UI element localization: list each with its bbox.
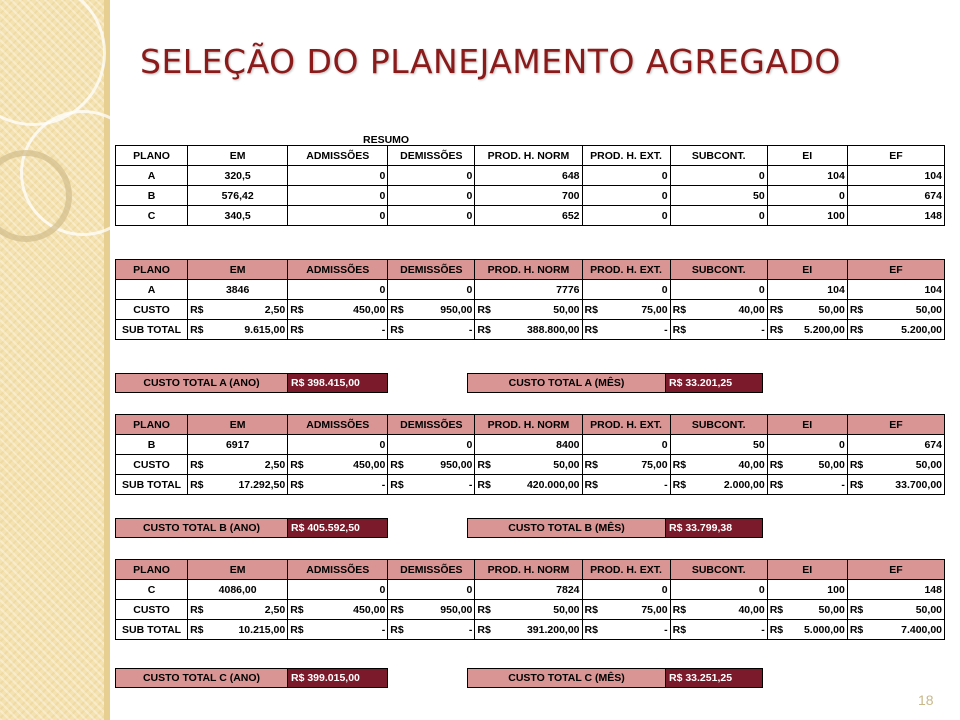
cost-cell <box>847 455 944 475</box>
annual-total-value: R$ 399.015,00 <box>288 669 388 688</box>
currency-symbol: R$ <box>584 303 598 316</box>
cost-cell <box>475 455 582 475</box>
subtotal-cell <box>767 475 847 495</box>
amount: 5.000,00 <box>803 623 845 636</box>
table-cell: 0 <box>582 166 670 186</box>
currency-symbol: R$ <box>584 478 598 491</box>
amount: 388.800,00 <box>526 323 580 336</box>
resumo-table <box>115 145 945 226</box>
custo-row <box>116 455 945 475</box>
currency-symbol: R$ <box>672 603 687 616</box>
subtotal-cell <box>670 620 767 640</box>
amount: 450,00 <box>353 458 386 471</box>
cost-cell <box>188 455 288 475</box>
table-cell: 0 <box>288 280 388 300</box>
totals-row <box>116 669 763 688</box>
table-cell: 0 <box>582 580 670 600</box>
currency-symbol: R$ <box>584 458 598 471</box>
subtotal-cell <box>767 320 847 340</box>
column-header: EM <box>188 415 288 435</box>
page-number: 18 <box>918 692 934 708</box>
table-cell: 674 <box>847 435 944 455</box>
amount: - <box>468 478 473 491</box>
cost-cell <box>388 600 475 620</box>
column-header: EF <box>847 146 944 166</box>
totals-row <box>116 374 763 393</box>
table-cell: 104 <box>767 280 847 300</box>
currency-symbol: R$ <box>477 458 491 471</box>
column-header: PROD. H. NORM <box>475 415 582 435</box>
amount: 50,00 <box>818 303 845 316</box>
table-cell: A <box>116 280 188 300</box>
table-cell: B <box>116 186 188 206</box>
subtotal-row <box>116 620 945 640</box>
currency-symbol: R$ <box>584 603 598 616</box>
table-cell: 0 <box>670 206 767 226</box>
currency-symbol: R$ <box>390 478 404 491</box>
cost-cell <box>847 600 944 620</box>
currency-symbol: R$ <box>672 478 687 491</box>
amount: 75,00 <box>641 303 668 316</box>
plan-row <box>116 280 945 300</box>
currency-symbol: R$ <box>769 303 784 316</box>
subtotal-cell <box>288 475 388 495</box>
subtotal-cell <box>582 475 670 495</box>
subtotal-cell <box>475 620 582 640</box>
amount: 50,00 <box>553 303 580 316</box>
row-label: SUB TOTAL <box>116 475 188 495</box>
spacer <box>388 519 468 538</box>
column-header: EM <box>188 146 288 166</box>
currency-symbol: R$ <box>290 323 304 336</box>
currency-symbol: R$ <box>190 478 204 491</box>
cost-cell <box>582 600 670 620</box>
column-header: SUBCONT. <box>670 260 767 280</box>
column-header: ADMISSÕES <box>288 415 388 435</box>
currency-symbol: R$ <box>390 623 404 636</box>
column-header: DEMISSÕES <box>388 415 475 435</box>
table-cell: 104 <box>847 280 944 300</box>
subtotal-cell <box>670 475 767 495</box>
table-row <box>116 166 945 186</box>
spacer <box>388 374 468 393</box>
subtotal-cell <box>288 320 388 340</box>
annual-total-label: CUSTO TOTAL A (ANO) <box>116 374 288 393</box>
amount: 50,00 <box>915 603 942 616</box>
currency-symbol: R$ <box>769 458 784 471</box>
currency-symbol: R$ <box>477 603 491 616</box>
column-header: PROD. H. NORM <box>475 260 582 280</box>
subtotal-row <box>116 475 945 495</box>
currency-symbol: R$ <box>390 458 404 471</box>
subtotal-cell <box>670 320 767 340</box>
amount: 50,00 <box>915 303 942 316</box>
amount: 5.200,00 <box>901 323 942 336</box>
table-cell: 0 <box>767 186 847 206</box>
table-cell: 6917 <box>188 435 288 455</box>
table-cell: 576,42 <box>188 186 288 206</box>
amount: 391.200,00 <box>526 623 580 636</box>
subtotal-cell <box>475 320 582 340</box>
currency-symbol: R$ <box>769 603 784 616</box>
table-cell: A <box>116 166 188 186</box>
column-header: ADMISSÕES <box>288 260 388 280</box>
table-cell: 100 <box>767 206 847 226</box>
column-header: EF <box>847 560 944 580</box>
column-header: EF <box>847 260 944 280</box>
table-cell: 0 <box>388 206 475 226</box>
column-header: PLANO <box>116 146 188 166</box>
table-row <box>116 186 945 206</box>
table-cell: 0 <box>288 580 388 600</box>
cost-cell <box>767 300 847 320</box>
amount: - <box>468 323 473 336</box>
subtotal-cell <box>847 620 944 640</box>
amount: 50,00 <box>915 458 942 471</box>
amount: 2,50 <box>264 303 286 316</box>
plan-row <box>116 435 945 455</box>
column-header: EF <box>847 415 944 435</box>
table-cell: 50 <box>670 435 767 455</box>
amount: 950,00 <box>440 603 473 616</box>
cost-cell <box>670 300 767 320</box>
cost-cell <box>188 600 288 620</box>
annual-total-label: CUSTO TOTAL C (ANO) <box>116 669 288 688</box>
table-cell: 0 <box>288 166 388 186</box>
amount: 33.700,00 <box>895 478 942 491</box>
cost-cell <box>288 600 388 620</box>
subtotal-cell <box>847 320 944 340</box>
amount: - <box>381 623 386 636</box>
amount: 50,00 <box>818 458 845 471</box>
currency-symbol: R$ <box>477 478 491 491</box>
table-cell: 0 <box>388 280 475 300</box>
table-cell: 0 <box>288 206 388 226</box>
cost-cell <box>670 600 767 620</box>
monthly-total-value: R$ 33.201,25 <box>666 374 763 393</box>
cost-cell <box>288 455 388 475</box>
currency-symbol: R$ <box>290 458 304 471</box>
table-cell: 700 <box>475 186 582 206</box>
currency-symbol: R$ <box>190 603 204 616</box>
cost-cell <box>475 300 582 320</box>
currency-symbol: R$ <box>672 458 687 471</box>
amount: - <box>664 478 668 491</box>
currency-symbol: R$ <box>769 323 784 336</box>
subtotal-cell <box>847 475 944 495</box>
amount: - <box>664 323 668 336</box>
cost-cell <box>847 300 944 320</box>
currency-symbol: R$ <box>769 623 784 636</box>
cost-cell <box>582 455 670 475</box>
amount: - <box>761 323 765 336</box>
column-header: PLANO <box>116 560 188 580</box>
currency-symbol: R$ <box>390 323 404 336</box>
currency-symbol: R$ <box>290 623 304 636</box>
amount: 50,00 <box>818 603 845 616</box>
amount: 40,00 <box>738 303 765 316</box>
currency-symbol: R$ <box>769 478 784 491</box>
amount: 2,50 <box>264 603 286 616</box>
amount: 7.400,00 <box>901 623 942 636</box>
table-cell: 340,5 <box>188 206 288 226</box>
subtotal-cell <box>582 620 670 640</box>
currency-symbol: R$ <box>477 323 491 336</box>
column-header: PROD. H. EXT. <box>582 260 670 280</box>
row-label: CUSTO <box>116 300 188 320</box>
cost-cell <box>767 455 847 475</box>
table-cell: 0 <box>388 435 475 455</box>
currency-symbol: R$ <box>390 303 404 316</box>
table-cell: 104 <box>767 166 847 186</box>
cost-cell <box>288 300 388 320</box>
column-header: EI <box>767 146 847 166</box>
column-header: SUBCONT. <box>670 560 767 580</box>
monthly-total-label: CUSTO TOTAL A (MÊS) <box>468 374 666 393</box>
table-row <box>116 206 945 226</box>
column-header: DEMISSÕES <box>388 560 475 580</box>
currency-symbol: R$ <box>849 603 864 616</box>
amount: 75,00 <box>641 603 668 616</box>
column-header: PLANO <box>116 260 188 280</box>
amount: 10.215,00 <box>238 623 286 636</box>
plan-c-totals <box>115 668 763 688</box>
column-header: EM <box>188 260 288 280</box>
table-cell: 0 <box>388 166 475 186</box>
monthly-total-value: R$ 33.251,25 <box>666 669 763 688</box>
row-label: CUSTO <box>116 600 188 620</box>
currency-symbol: R$ <box>672 623 687 636</box>
currency-symbol: R$ <box>849 623 864 636</box>
currency-symbol: R$ <box>290 478 304 491</box>
custo-row <box>116 600 945 620</box>
table-cell: 4086,00 <box>188 580 288 600</box>
table-cell: 0 <box>388 186 475 206</box>
subtotal-cell <box>188 320 288 340</box>
column-header: PROD. H. EXT. <box>582 415 670 435</box>
currency-symbol: R$ <box>584 623 598 636</box>
amount: 2,50 <box>264 458 286 471</box>
amount: 9.615,00 <box>244 323 286 336</box>
header-row <box>116 560 945 580</box>
table-cell: 674 <box>847 186 944 206</box>
table-cell: 100 <box>767 580 847 600</box>
amount: 450,00 <box>353 603 386 616</box>
amount: 420.000,00 <box>526 478 580 491</box>
subtotal-cell <box>388 320 475 340</box>
table-cell: 0 <box>582 186 670 206</box>
currency-symbol: R$ <box>290 303 304 316</box>
cost-cell <box>670 455 767 475</box>
table-cell: 320,5 <box>188 166 288 186</box>
table-cell: 7824 <box>475 580 582 600</box>
plan-c-table <box>115 559 945 640</box>
subtotal-cell <box>388 475 475 495</box>
table-cell: 7776 <box>475 280 582 300</box>
amount: - <box>381 323 386 336</box>
column-header: EI <box>767 260 847 280</box>
amount: 50,00 <box>553 603 580 616</box>
cost-cell <box>582 300 670 320</box>
currency-symbol: R$ <box>672 323 687 336</box>
cost-cell <box>388 455 475 475</box>
table-cell: 0 <box>670 166 767 186</box>
currency-symbol: R$ <box>584 323 598 336</box>
plan-a-table <box>115 259 945 340</box>
column-header: SUBCONT. <box>670 415 767 435</box>
currency-symbol: R$ <box>849 478 864 491</box>
monthly-total-label: CUSTO TOTAL C (MÊS) <box>468 669 666 688</box>
amount: 40,00 <box>738 458 765 471</box>
amount: 2.000,00 <box>723 478 765 491</box>
column-header: EI <box>767 415 847 435</box>
currency-symbol: R$ <box>672 303 687 316</box>
currency-symbol: R$ <box>290 603 304 616</box>
table-cell: 0 <box>582 435 670 455</box>
column-header: PLANO <box>116 415 188 435</box>
column-header: ADMISSÕES <box>288 146 388 166</box>
table-cell: 0 <box>582 206 670 226</box>
subtotal-cell <box>288 620 388 640</box>
plan-b-table <box>115 414 945 495</box>
table-cell: 104 <box>847 166 944 186</box>
plan-row <box>116 580 945 600</box>
subtotal-cell <box>188 475 288 495</box>
spacer <box>388 669 468 688</box>
amount: - <box>664 623 668 636</box>
table-cell: 0 <box>388 580 475 600</box>
row-label: SUB TOTAL <box>116 620 188 640</box>
header-row <box>116 146 945 166</box>
custo-row <box>116 300 945 320</box>
subtotal-cell <box>767 620 847 640</box>
table-cell: C <box>116 580 188 600</box>
row-label: CUSTO <box>116 455 188 475</box>
amount: - <box>761 623 765 636</box>
annual-total-value: R$ 405.592,50 <box>288 519 388 538</box>
subtotal-cell <box>582 320 670 340</box>
header-row <box>116 415 945 435</box>
annual-total-label: CUSTO TOTAL B (ANO) <box>116 519 288 538</box>
cost-cell <box>188 300 288 320</box>
column-header: DEMISSÕES <box>388 146 475 166</box>
currency-symbol: R$ <box>477 303 491 316</box>
column-header: SUBCONT. <box>670 146 767 166</box>
table-cell: 648 <box>475 166 582 186</box>
decorative-side-edge <box>104 0 110 720</box>
resumo-label: RESUMO <box>363 134 410 146</box>
table-cell: C <box>116 206 188 226</box>
amount: - <box>381 478 386 491</box>
amount: 950,00 <box>440 458 473 471</box>
subtotal-row <box>116 320 945 340</box>
amount: 75,00 <box>641 458 668 471</box>
cost-cell <box>475 600 582 620</box>
column-header: DEMISSÕES <box>388 260 475 280</box>
amount: 17.292,50 <box>238 478 286 491</box>
cost-cell <box>388 300 475 320</box>
column-header: ADMISSÕES <box>288 560 388 580</box>
totals-row <box>116 519 763 538</box>
header-row <box>116 260 945 280</box>
table-cell: 3846 <box>188 280 288 300</box>
amount: 50,00 <box>553 458 580 471</box>
plan-a-totals <box>115 373 763 393</box>
table-cell: B <box>116 435 188 455</box>
amount: 450,00 <box>353 303 386 316</box>
currency-symbol: R$ <box>849 323 864 336</box>
column-header: PROD. H. NORM <box>475 560 582 580</box>
currency-symbol: R$ <box>849 458 864 471</box>
table-cell: 652 <box>475 206 582 226</box>
amount: 5.200,00 <box>803 323 845 336</box>
amount: 950,00 <box>440 303 473 316</box>
cost-cell <box>767 600 847 620</box>
slide-title: SELEÇÃO DO PLANEJAMENTO AGREGADO <box>140 42 841 81</box>
amount: - <box>468 623 473 636</box>
monthly-total-label: CUSTO TOTAL B (MÊS) <box>468 519 666 538</box>
amount: - <box>841 478 845 491</box>
table-cell: 0 <box>670 580 767 600</box>
table-cell: 0 <box>670 280 767 300</box>
table-cell: 0 <box>288 186 388 206</box>
subtotal-cell <box>388 620 475 640</box>
monthly-total-value: R$ 33.799,38 <box>666 519 763 538</box>
plan-b-totals <box>115 518 763 538</box>
column-header: EM <box>188 560 288 580</box>
column-header: PROD. H. EXT. <box>582 560 670 580</box>
table-cell: 148 <box>847 580 944 600</box>
column-header: PROD. H. EXT. <box>582 146 670 166</box>
currency-symbol: R$ <box>849 303 864 316</box>
row-label: SUB TOTAL <box>116 320 188 340</box>
table-cell: 50 <box>670 186 767 206</box>
subtotal-cell <box>188 620 288 640</box>
currency-symbol: R$ <box>190 458 204 471</box>
currency-symbol: R$ <box>477 623 491 636</box>
column-header: EI <box>767 560 847 580</box>
table-cell: 0 <box>767 435 847 455</box>
table-cell: 148 <box>847 206 944 226</box>
subtotal-cell <box>475 475 582 495</box>
currency-symbol: R$ <box>190 303 204 316</box>
annual-total-value: R$ 398.415,00 <box>288 374 388 393</box>
column-header: PROD. H. NORM <box>475 146 582 166</box>
table-cell: 8400 <box>475 435 582 455</box>
currency-symbol: R$ <box>390 603 404 616</box>
table-cell: 0 <box>288 435 388 455</box>
amount: 40,00 <box>738 603 765 616</box>
currency-symbol: R$ <box>190 623 204 636</box>
currency-symbol: R$ <box>190 323 204 336</box>
table-cell: 0 <box>582 280 670 300</box>
